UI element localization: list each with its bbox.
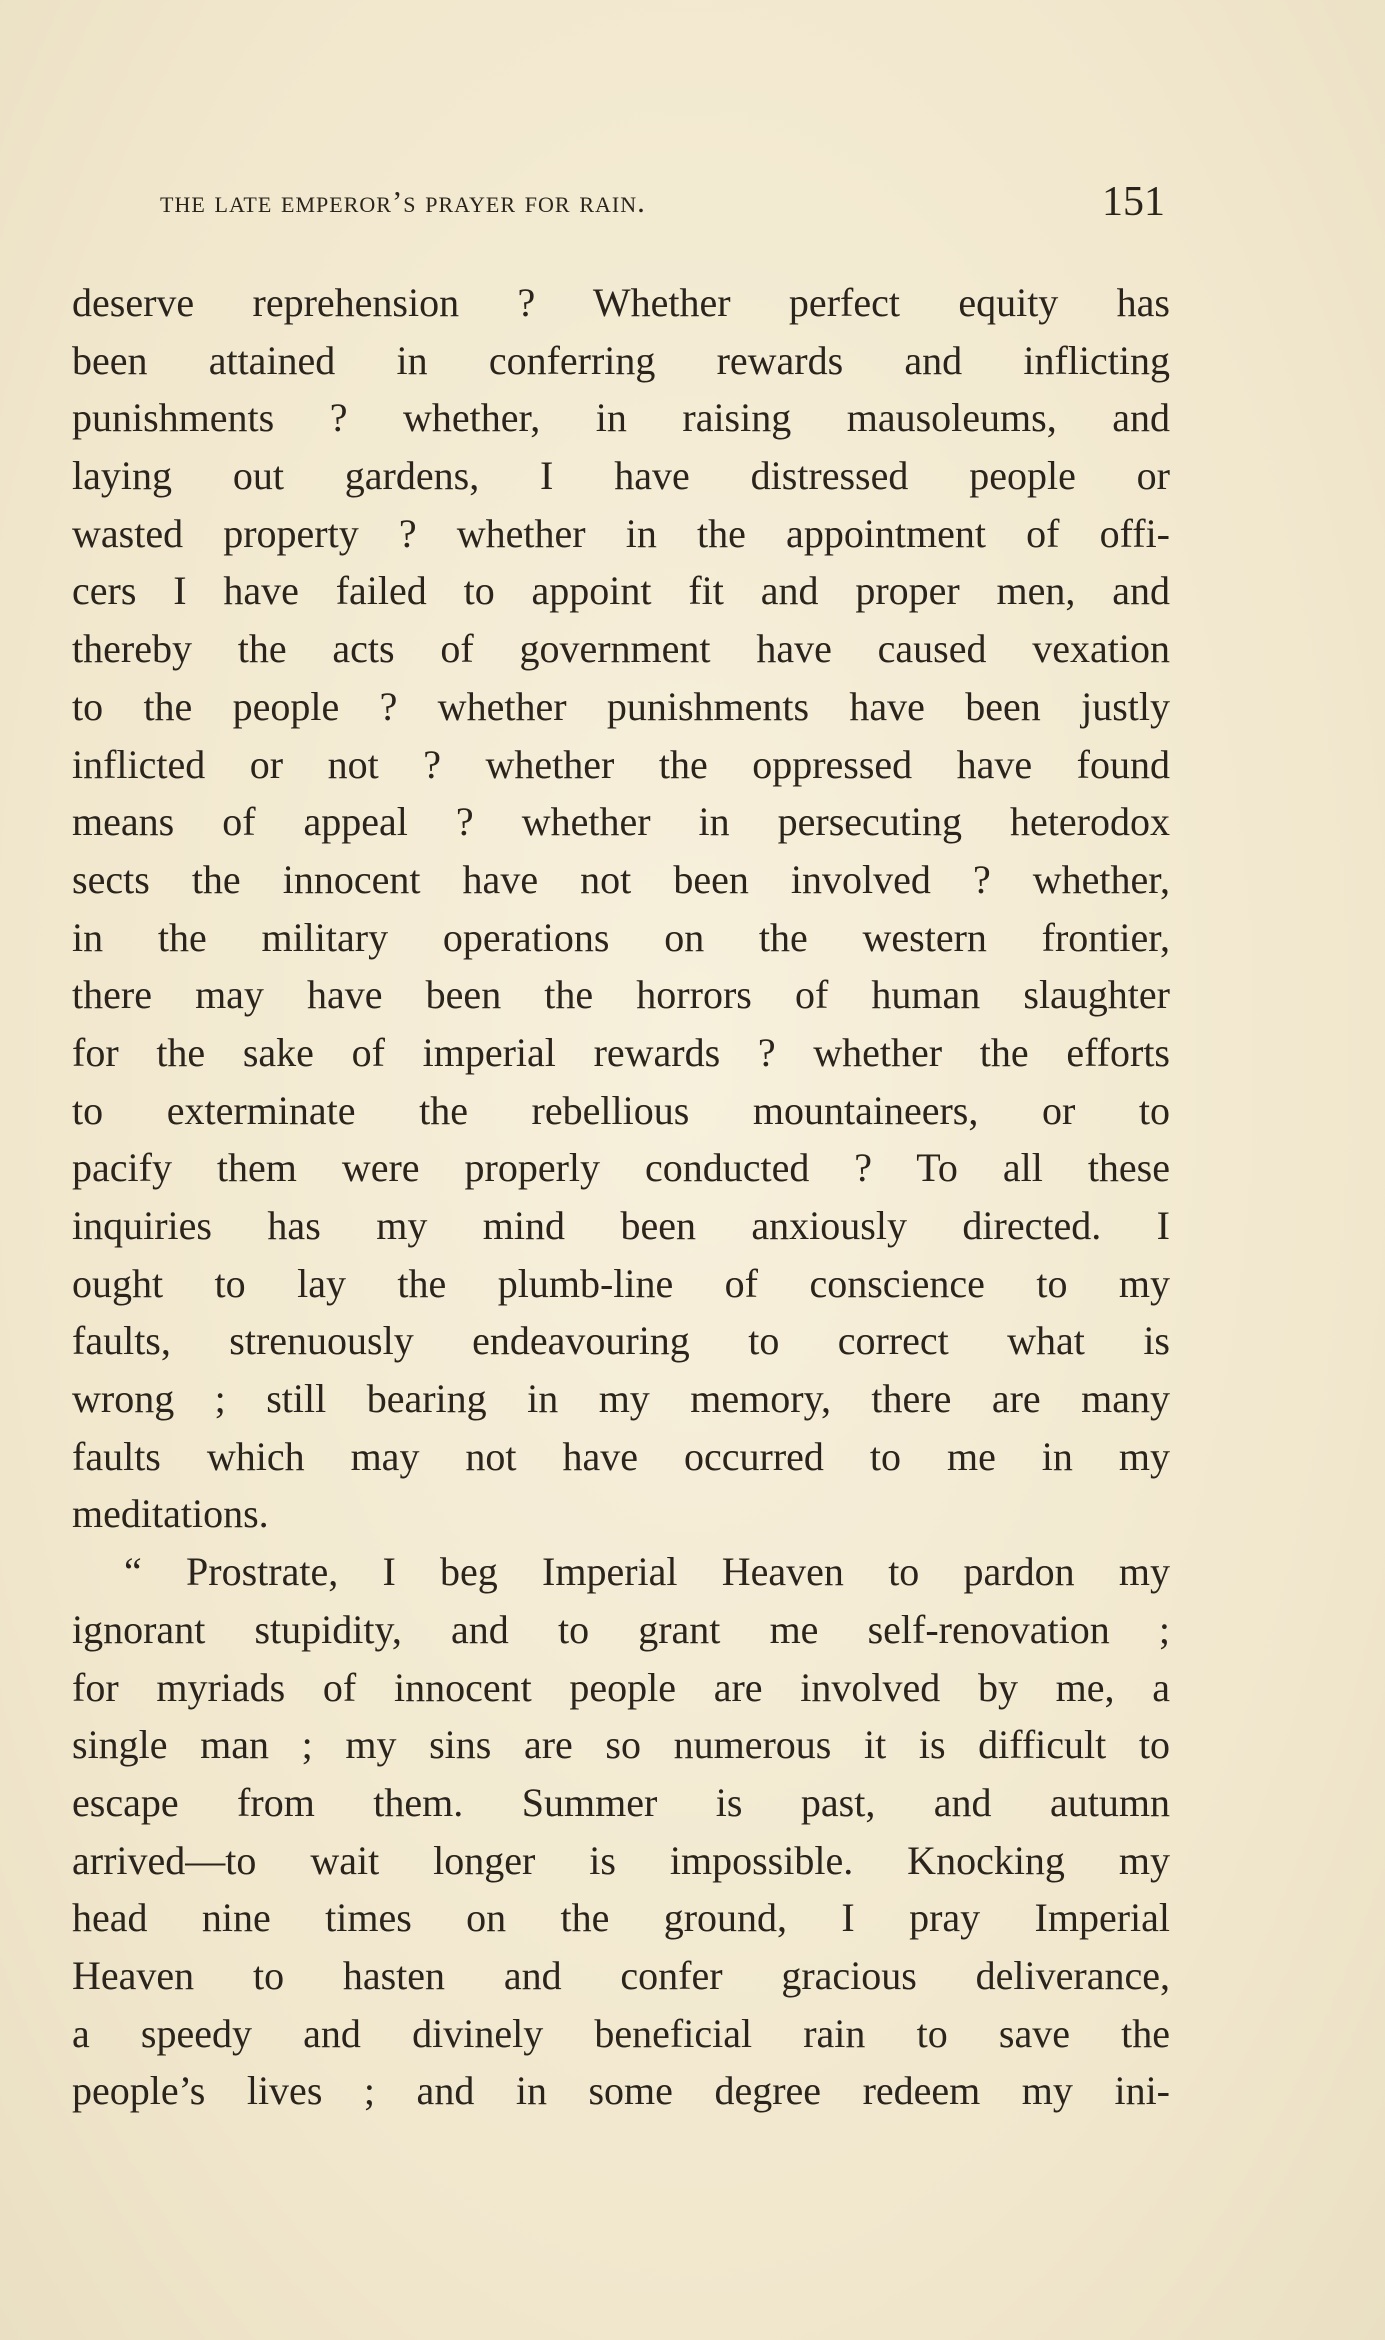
paragraph-end-line: meditations. [72, 1491, 269, 1537]
text-line: for myriads of innocent people are involved by me, a [72, 1664, 1170, 1710]
text-line: for the sake of imperial rewards ? whether the efforts [72, 1029, 1170, 1075]
text-line: ought to lay the plumb-line of conscience to my [72, 1260, 1170, 1306]
text-line: means of appeal ? whether in persecuting heterodox [72, 799, 1170, 845]
text-line: ignorant stupidity, and to grant me self-renovation ; [72, 1606, 1170, 1652]
text-line: there may have been the horrors of human slaughter [72, 972, 1170, 1018]
running-title: the late emperor’s prayer for rain. [160, 184, 646, 219]
text-line: inflicted or not ? whether the oppressed have found [72, 741, 1170, 787]
text-line: in the military operations on the western frontier, [72, 914, 1170, 960]
text-line: a speedy and divinely beneficial rain to save the [72, 2010, 1170, 2056]
text-line: wasted property ? whether in the appointment of offi- [72, 510, 1170, 556]
running-head [160, 178, 1165, 228]
text-line: been attained in conferring rewards and inflicting [72, 337, 1170, 383]
text-line: sects the innocent have not been involved ? whether, [72, 856, 1170, 902]
text-line: deserve reprehension ? Whether perfect equity has [72, 280, 1170, 325]
text-line: escape from them. Summer is past, and autumn [72, 1779, 1170, 1825]
text-line: faults, strenuously endeavouring to correct what is [72, 1318, 1170, 1364]
text-line: arrived—to wait longer is impossible. Knocking my [72, 1837, 1170, 1883]
text-line: laying out gardens, I have distressed people or [72, 453, 1170, 499]
body-text [72, 274, 1170, 2120]
text-line: thereby the acts of government have caused vexation [72, 626, 1170, 672]
text-line: single man ; my sins are so numerous it is difficult to [72, 1722, 1170, 1768]
text-line: faults which may not have occurred to me in my [72, 1433, 1170, 1479]
text-line: to exterminate the rebellious mountaineers, or to [72, 1087, 1170, 1133]
text-line: to the people ? whether punishments have been justly [72, 683, 1170, 729]
text-line: pacify them were properly conducted ? To all these [72, 1145, 1170, 1191]
text-line: people’s lives ; and in some degree redeem my ini- [72, 2068, 1170, 2114]
paragraph-start-line: “ Prostrate, I beg Imperial Heaven to pardon my [124, 1549, 1170, 1595]
page-number: 151 [1102, 179, 1165, 225]
text-line: Heaven to hasten and confer gracious deliverance, [72, 1952, 1170, 1998]
text-line: punishments ? whether, in raising mausoleums, and [72, 395, 1170, 441]
text-line: cers I have failed to appoint fit and proper men, and [72, 568, 1170, 614]
text-line: wrong ; still bearing in my memory, there are many [72, 1376, 1170, 1422]
text-line: head nine times on the ground, I pray Imperial [72, 1895, 1170, 1941]
text-line: inquiries has my mind been anxiously directed. I [72, 1203, 1170, 1248]
